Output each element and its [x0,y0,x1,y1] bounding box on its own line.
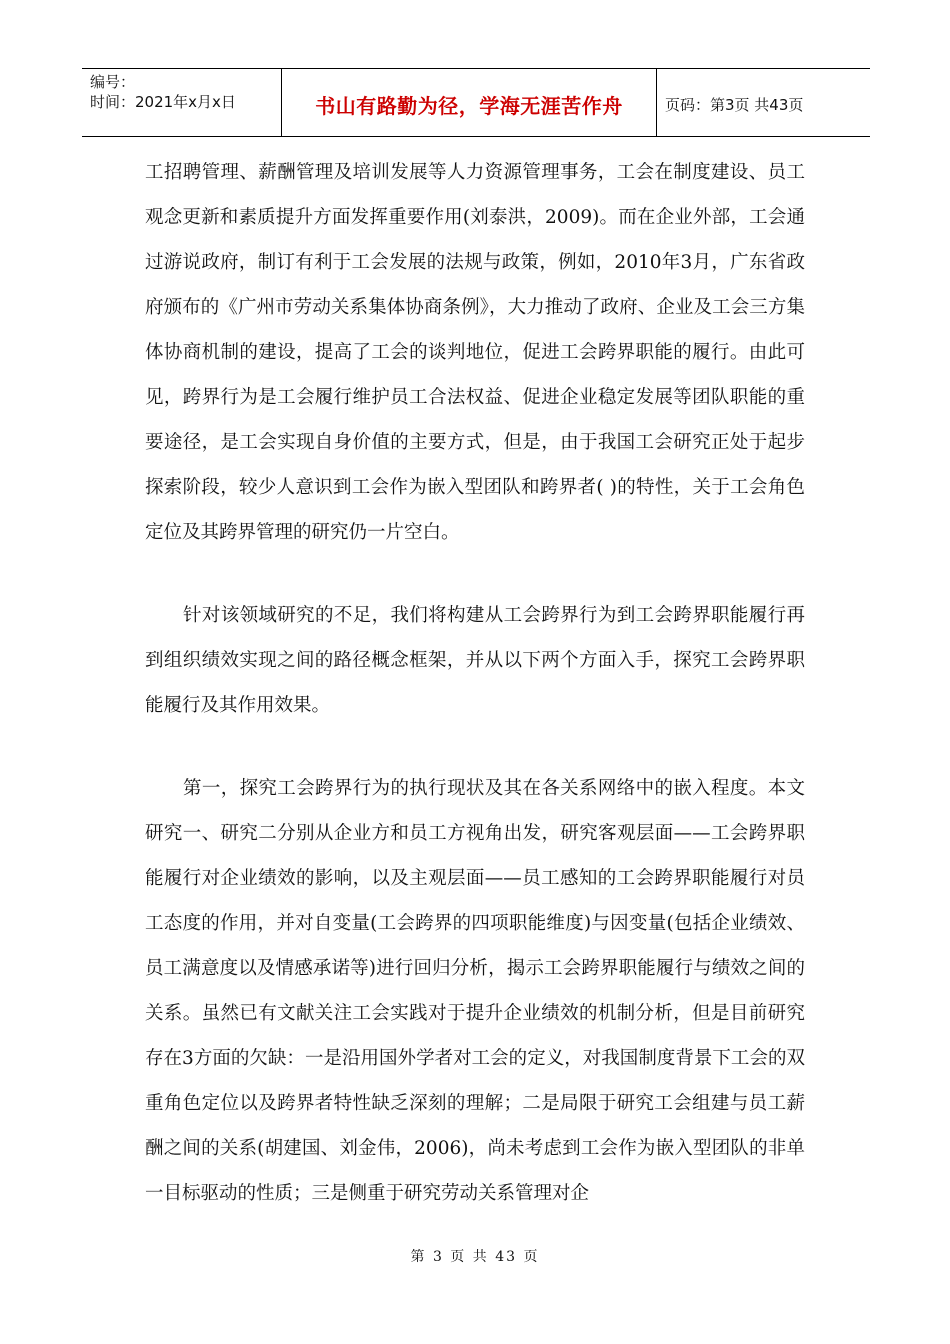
paragraph-spacer [145,728,805,766]
body-paragraph: 工招聘管理、薪酬管理及培训发展等人力资源管理事务，工会在制度建设、员工观念更新和素质提升方面发挥重要作用(刘泰洪，2009)。而在企业外部，工会通过游说政府，制订有利于工会发展的法规与政策，例如，2010年3月，广东省政府颁布的《广州市劳动关系集体协商条例》，大力推动了政府、企业及工会三方集体协商机制的建设，提高了工会的谈判地位，促进工会跨界职能的履行。由此可见，跨界行为是工会履行维护员工合法权益、促进企业稳定发展等团队职能的重要途径，是工会实现自身价值的主要方式，但是，由于我国工会研究正处于起步探索阶段，较少人意识到工会作为嵌入型团队和跨界者( )的特性，关于工会角色定位及其跨界管理的研究仍一片空白。 [145,162,805,543]
page-header [82,68,870,137]
header-motto-cell [282,69,657,136]
document-body [145,150,805,1216]
footer-page-number: 第 3 页 共 43 页 [410,1249,540,1265]
document-date: 时间：2021年x月x日 [90,93,236,111]
header-page-info [657,69,870,136]
document-number-label: 编号： [90,73,136,91]
header-page-number: 页码：第3页 共43页 [665,96,804,114]
header-meta [82,69,282,136]
header-motto: 书山有路勤为径，学海无涯苦作舟 [315,94,623,118]
body-paragraph: 针对该领域研究的不足，我们将构建从工会跨界行为到工会跨界职能履行再到组织绩效实现之间的路径概念框架，并从以下两个方面入手，探究工会跨界职能履行及其作用效果。 [145,605,805,716]
page-footer [0,1246,950,1266]
body-paragraph: 第一，探究工会跨界行为的执行现状及其在各关系网络中的嵌入程度。本文研究一、研究二分别从企业方和员工方视角出发，研究客观层面——工会跨界职能履行对企业绩效的影响，以及主观层面——员工感知的工会跨界职能履行对员工态度的作用，并对自变量(工会跨界的四项职能维度)与因变量(包括企业绩效、员工满意度以及情感承诺等)进行回归分析，揭示工会跨界职能履行与绩效之间的关系。虽然已有文献关注工会实践对于提升企业绩效的机制分析，但是目前研究存在3方面的欠缺：一是沿用国外学者对工会的定义，对我国制度背景下工会的双重角色定位以及跨界者特性缺乏深刻的理解；二是局限于研究工会组建与员工薪酬之间的关系(胡建国、刘金伟，2006)，尚未考虑到工会作为嵌入型团队的非单一目标驱动的性质；三是侧重于研究劳动关系管理对企 [145,778,805,1204]
paragraph-spacer [145,555,805,593]
